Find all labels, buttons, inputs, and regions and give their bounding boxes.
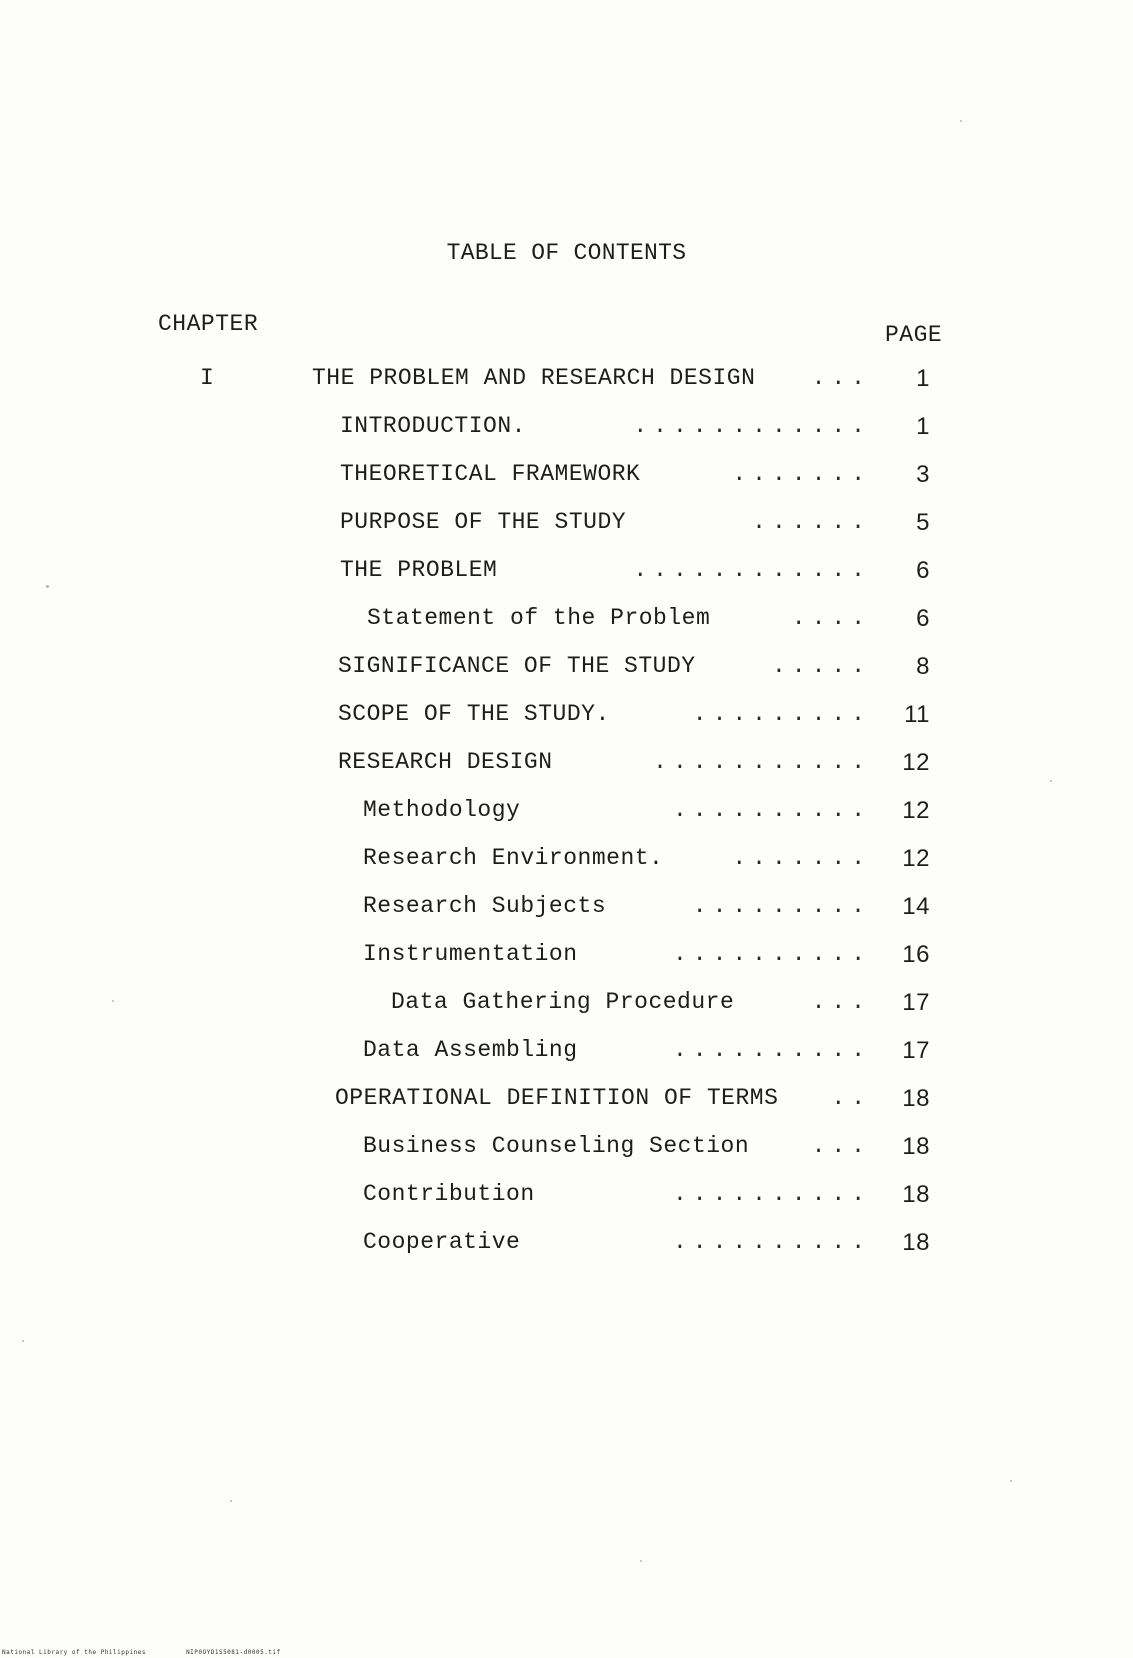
toc-entry-page: 12 [902,845,930,872]
leader-dots: .. [831,1085,871,1111]
scan-footer [2,1649,317,1656]
toc-entry-label: OPERATIONAL DEFINITION OF TERMS [335,1085,779,1111]
toc-entry-page: 18 [902,1181,930,1208]
leader-dots: ...... [752,509,871,535]
toc-entry-page: 16 [902,941,930,968]
toc-entry-label: Instrumentation [363,941,578,967]
leader-dots: .......... [672,941,871,967]
leader-dots: ............ [633,413,871,439]
leader-dots: .......... [672,1037,871,1063]
toc-entry-label: THE PROBLEM AND RESEARCH DESIGN [312,365,756,391]
toc-entry-label: RESEARCH DESIGN [338,749,553,775]
toc-entry-page: 12 [902,797,930,824]
toc-entry-page: 6 [916,605,930,632]
leader-dots: ............ [633,557,871,583]
toc-entry-label: Business Counseling Section [363,1133,750,1159]
scan-speck [112,1000,114,1002]
scan-speck [1010,1480,1012,1482]
toc-entry-label: SIGNIFICANCE OF THE STUDY [338,653,696,679]
leader-dots: ... [811,989,871,1015]
toc-entry-page: 1 [916,413,930,440]
toc-entry-label: THE PROBLEM [340,557,498,583]
toc-entry-label: PURPOSE OF THE STUDY [340,509,627,535]
leader-dots: .... [791,605,871,631]
toc-entry-label: Statement of the Problem [367,605,711,631]
scan-speck [22,1340,24,1342]
toc-entry-label: Methodology [363,797,521,823]
footer-file: NIP0OYD1S5081-d0005.tif [186,1649,281,1656]
leader-dots: ....... [732,461,871,487]
toc-entry-page: 1 [916,365,930,392]
chapter-number: I [200,365,215,391]
leader-dots: .......... [672,1229,871,1255]
leader-dots: ... [811,1133,871,1159]
leader-dots: .......... [672,797,871,823]
scan-speck [1050,780,1052,782]
leader-dots: ......... [692,701,871,727]
toc-entry-label: THEORETICAL FRAMEWORK [340,461,641,487]
scan-speck [640,1560,642,1562]
leader-dots: ....... [732,845,871,871]
toc-entry-page: 5 [916,509,930,536]
footer-library: National Library of the Philippines [2,1649,146,1656]
leader-dots: ..... [771,653,871,679]
toc-entry-label: Contribution [363,1181,535,1207]
page-title: TABLE OF CONTENTS [446,240,687,266]
toc-entry-page: 18 [902,1133,930,1160]
toc-entry-label: Research Subjects [363,893,607,919]
toc-entry-page: 6 [916,557,930,584]
toc-entry-label: Data Gathering Procedure [391,989,735,1015]
toc-entry-label: Research Environment. [363,845,664,871]
leader-dots: ... [811,365,871,391]
leader-dots: .......... [672,1181,871,1207]
toc-entry-page: 12 [902,749,930,776]
toc-entry-label: SCOPE OF THE STUDY. [338,701,610,727]
toc-entry-label: INTRODUCTION. [340,413,526,439]
scan-speck [46,585,49,588]
toc-entry-page: 18 [902,1229,930,1256]
toc-entry-page: 8 [916,653,930,680]
scan-speck [230,1500,232,1502]
leader-dots: ......... [692,893,871,919]
toc-entry-page: 14 [902,893,930,920]
chapter-column-header: CHAPTER [158,311,259,337]
toc-entry-page: 11 [904,701,930,728]
scan-speck [960,120,962,122]
leader-dots: ........... [653,749,871,775]
toc-entry-label: Cooperative [363,1229,521,1255]
toc-entry-page: 17 [902,1037,930,1064]
toc-entry-page: 17 [902,989,930,1016]
toc-entry-page: 3 [916,461,930,488]
toc-entry-page: 18 [902,1085,930,1112]
page-column-header: PAGE [885,322,943,348]
toc-entry-label: Data Assembling [363,1037,578,1063]
